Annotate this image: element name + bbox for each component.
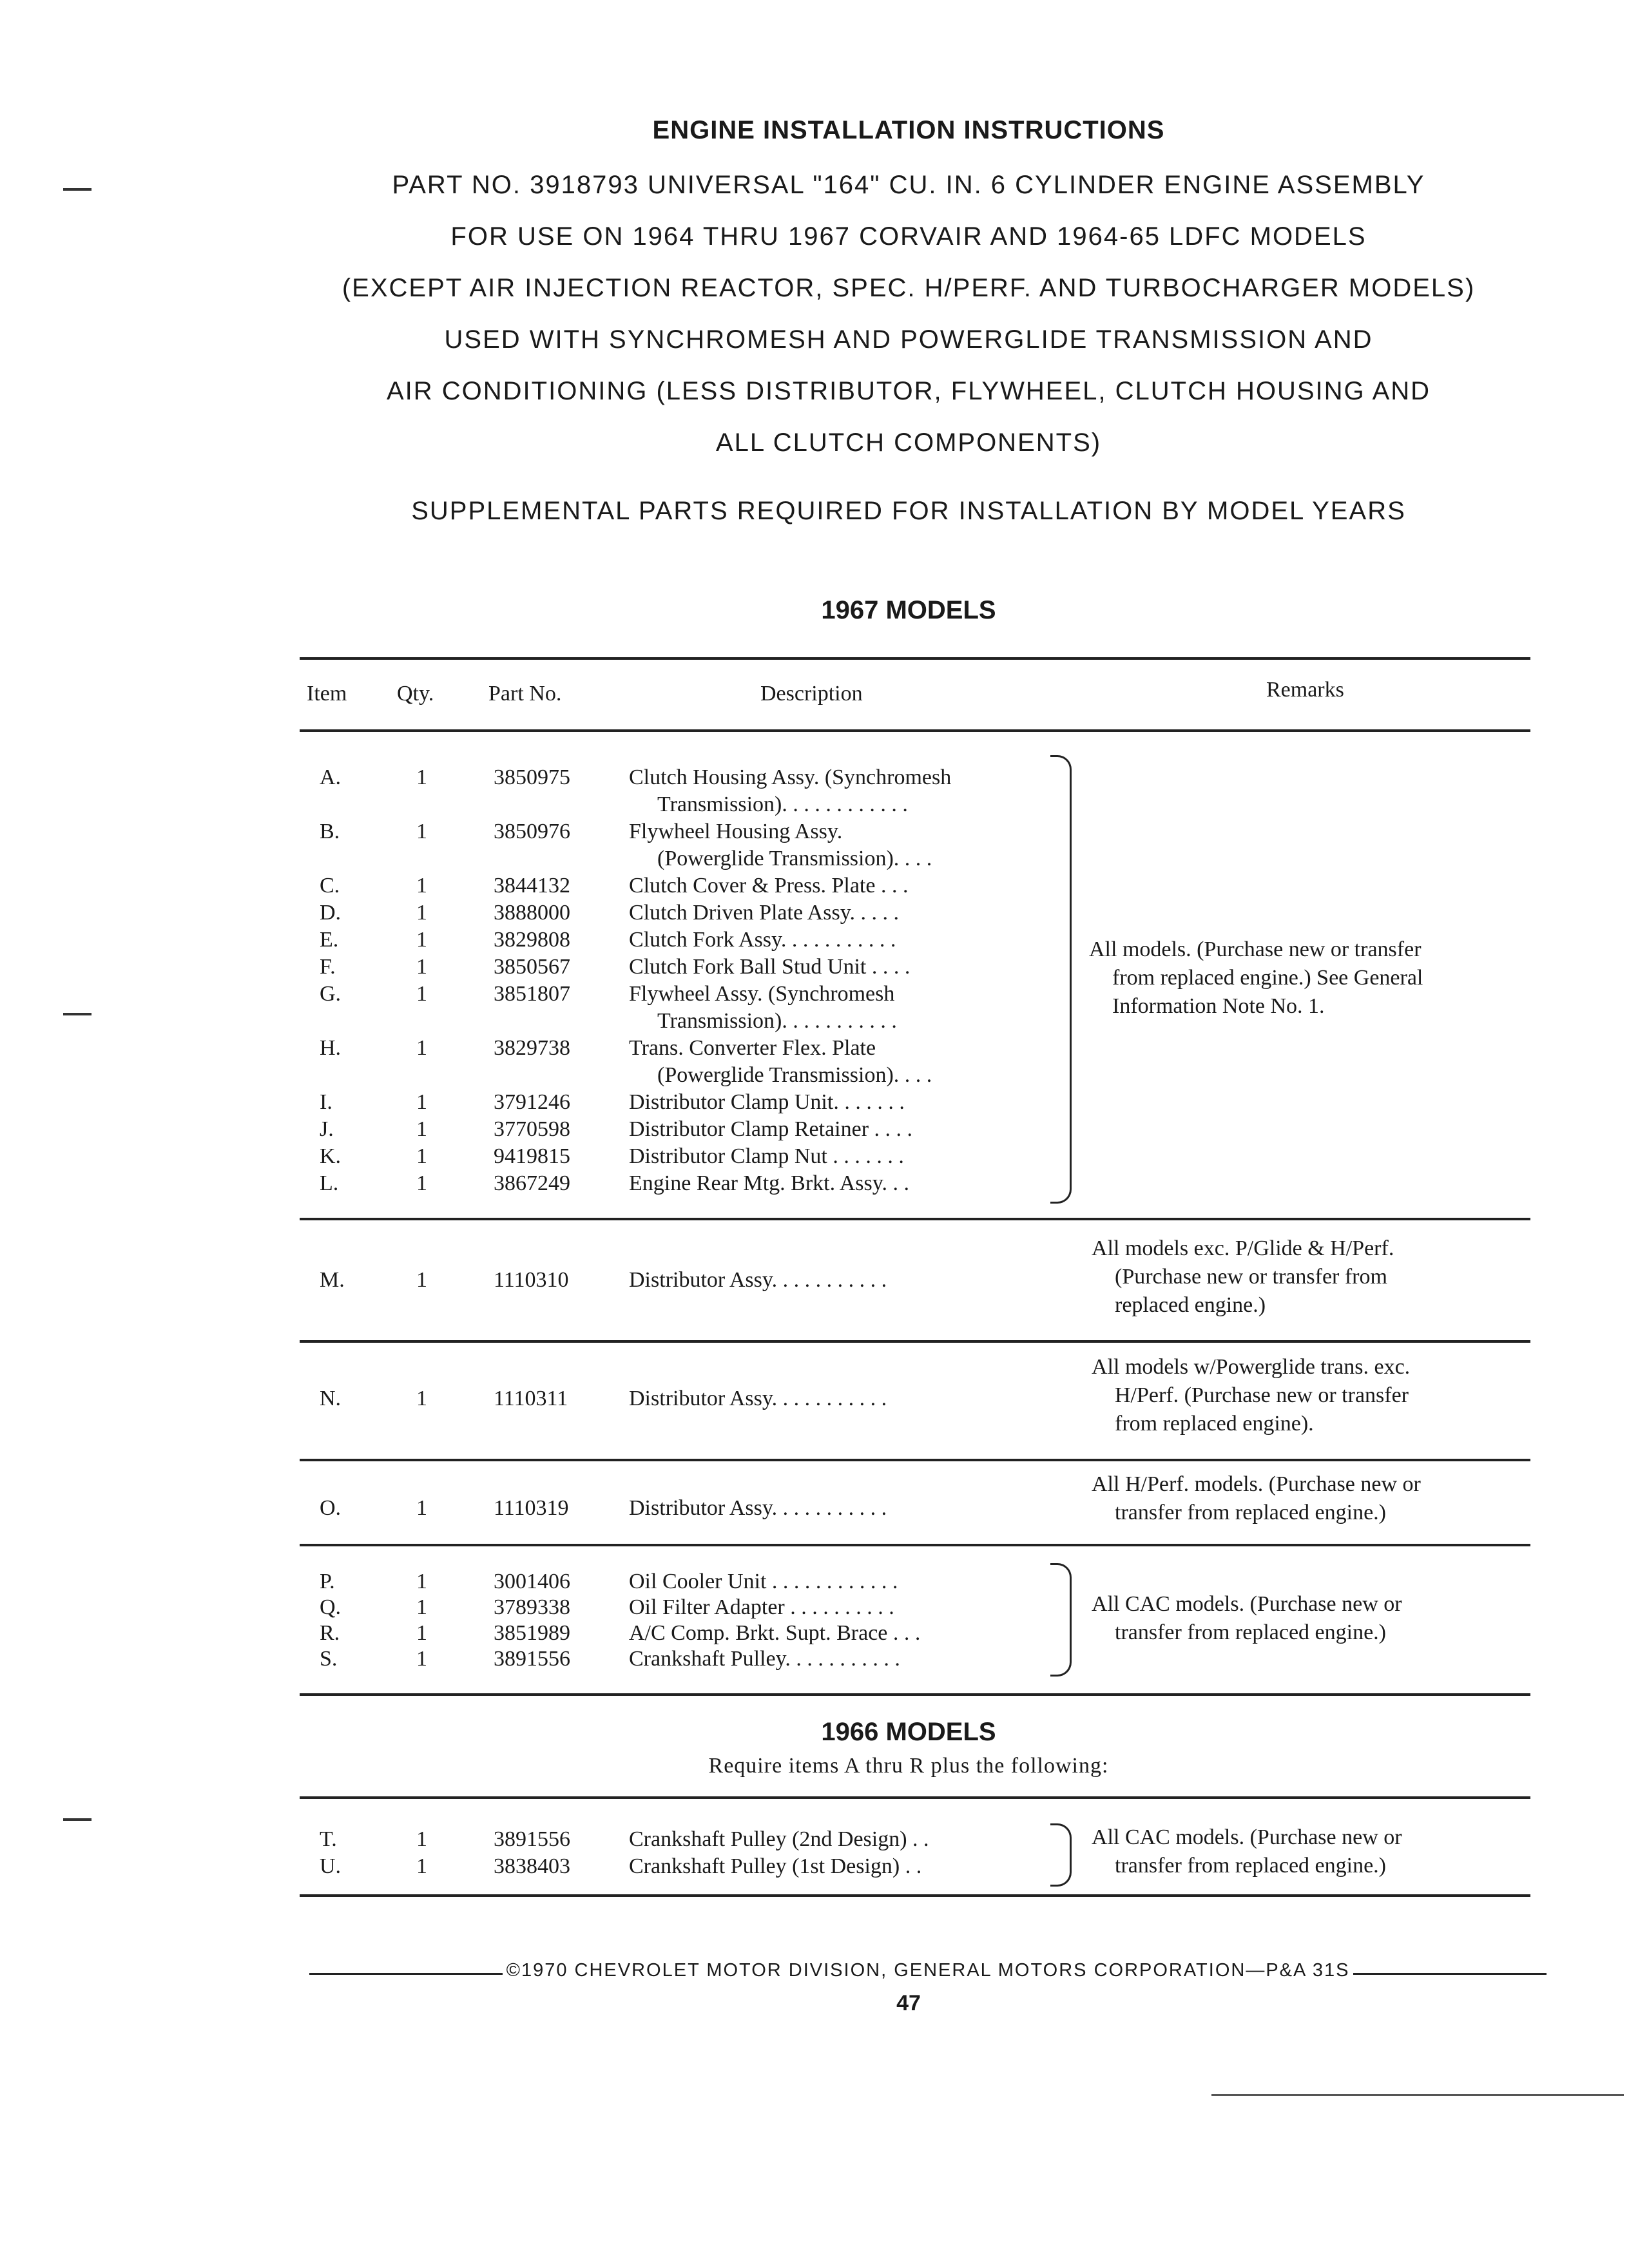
part-number: 3829808 bbox=[494, 928, 570, 952]
description: Oil Cooler Unit . . . . . . . . . . . . bbox=[629, 1570, 898, 1593]
remark-line: All models w/Powerglide trans. exc. bbox=[1092, 1355, 1411, 1379]
header-line: ALL CLUTCH COMPONENTS) bbox=[715, 428, 1102, 457]
part-number: 3891556 bbox=[494, 1647, 570, 1671]
item-letter: M. bbox=[320, 1268, 345, 1292]
quantity: 1 bbox=[416, 955, 427, 979]
quantity: 1 bbox=[416, 1171, 427, 1195]
quantity: 1 bbox=[416, 874, 427, 898]
item-letter: B. bbox=[320, 820, 340, 843]
part-number: 3867249 bbox=[494, 1171, 570, 1195]
item-letter: F. bbox=[320, 955, 336, 979]
description-continued: (Powerglide Transmission). . . . bbox=[657, 1063, 932, 1087]
description: Clutch Housing Assy. (Synchromesh bbox=[629, 765, 952, 789]
description: Clutch Fork Assy. . . . . . . . . . . bbox=[629, 928, 896, 952]
part-number: 1110311 bbox=[494, 1387, 568, 1410]
part-number: 3850976 bbox=[494, 820, 570, 843]
item-letter: Q. bbox=[320, 1595, 342, 1619]
quantity: 1 bbox=[416, 765, 427, 789]
quantity: 1 bbox=[416, 1268, 427, 1292]
part-number: 9419815 bbox=[494, 1144, 570, 1168]
section-divider bbox=[300, 1693, 1530, 1696]
part-number: 3844132 bbox=[494, 874, 570, 898]
description-continued: (Powerglide Transmission). . . . bbox=[657, 847, 932, 870]
item-letter: N. bbox=[320, 1387, 342, 1410]
quantity: 1 bbox=[416, 1496, 427, 1520]
section-divider bbox=[300, 1459, 1530, 1461]
group-brace bbox=[1050, 1823, 1072, 1887]
quantity: 1 bbox=[416, 928, 427, 952]
remark-line: All models exc. P/Glide & H/Perf. bbox=[1092, 1236, 1394, 1260]
item-letter: S. bbox=[320, 1647, 338, 1671]
description: Trans. Converter Flex. Plate bbox=[629, 1036, 876, 1060]
remark-line: All models. (Purchase new or transfer bbox=[1089, 937, 1422, 961]
scan-line bbox=[1211, 2094, 1624, 2096]
quantity: 1 bbox=[416, 1854, 427, 1878]
supplemental-heading: SUPPLEMENTAL PARTS REQUIRED FOR INSTALLATION BY MODEL YEARS bbox=[411, 497, 1406, 525]
description-continued: Transmission). . . . . . . . . . . . bbox=[657, 793, 908, 816]
part-number: 3850567 bbox=[494, 955, 570, 979]
part-number: 3770598 bbox=[494, 1117, 570, 1141]
part-number: 3851989 bbox=[494, 1621, 570, 1645]
part-number: 3891556 bbox=[494, 1827, 570, 1851]
remark-line: replaced engine.) bbox=[1115, 1293, 1266, 1317]
quantity: 1 bbox=[416, 1036, 427, 1060]
section-divider bbox=[300, 1544, 1530, 1546]
remark-line: from replaced engine). bbox=[1115, 1412, 1314, 1436]
item-letter: E. bbox=[320, 928, 339, 952]
item-letter: T. bbox=[320, 1827, 337, 1851]
description-continued: Transmission). . . . . . . . . . . bbox=[657, 1009, 897, 1033]
description: Crankshaft Pulley (2nd Design) . . bbox=[629, 1827, 929, 1851]
column-header-remarks: Remarks bbox=[1266, 678, 1344, 702]
remark-line: from replaced engine.) See General bbox=[1112, 966, 1423, 990]
section-note-1966: Require items A thru R plus the following: bbox=[708, 1754, 1109, 1778]
quantity: 1 bbox=[416, 1647, 427, 1671]
description: Flywheel Assy. (Synchromesh bbox=[629, 982, 895, 1006]
remarks-m bbox=[1092, 1235, 1394, 1320]
description: Clutch Cover & Press. Plate . . . bbox=[629, 874, 909, 898]
quantity: 1 bbox=[416, 982, 427, 1006]
part-number: 3789338 bbox=[494, 1595, 570, 1619]
part-number: 3888000 bbox=[494, 901, 570, 925]
quantity: 1 bbox=[416, 901, 427, 925]
item-letter: R. bbox=[320, 1621, 340, 1645]
description: Clutch Driven Plate Assy. . . . . bbox=[629, 901, 899, 925]
remarks-t-u bbox=[1092, 1823, 1402, 1880]
part-number: 3838403 bbox=[494, 1854, 570, 1878]
document-title: ENGINE INSTALLATION INSTRUCTIONS bbox=[652, 116, 1165, 144]
description: Crankshaft Pulley (1st Design) . . bbox=[629, 1854, 922, 1878]
description: Clutch Fork Ball Stud Unit . . . . bbox=[629, 955, 911, 979]
header-bottom-rule bbox=[300, 729, 1530, 732]
group-brace bbox=[1050, 1563, 1072, 1677]
header-line: FOR USE ON 1964 THRU 1967 CORVAIR AND 1964-65 LDFC MODELS bbox=[450, 222, 1367, 251]
header-line: AIR CONDITIONING (LESS DISTRIBUTOR, FLYWHEEL, CLUTCH HOUSING AND bbox=[386, 377, 1431, 405]
description: Engine Rear Mtg. Brkt. Assy. . . bbox=[629, 1171, 910, 1195]
description: Distributor Assy. . . . . . . . . . . bbox=[629, 1268, 887, 1292]
item-letter: D. bbox=[320, 901, 342, 925]
section-title-1967: 1967 MODELS bbox=[821, 596, 996, 624]
margin-mark bbox=[63, 188, 92, 191]
section-title-1966: 1966 MODELS bbox=[821, 1718, 996, 1746]
remarks-o bbox=[1092, 1470, 1421, 1527]
item-letter: H. bbox=[320, 1036, 342, 1060]
description: Distributor Assy. . . . . . . . . . . bbox=[629, 1387, 887, 1410]
description: Distributor Assy. . . . . . . . . . . bbox=[629, 1496, 887, 1520]
part-number: 3850975 bbox=[494, 765, 570, 789]
remark-line: transfer from replaced engine.) bbox=[1115, 1620, 1386, 1644]
description: Distributor Clamp Retainer . . . . bbox=[629, 1117, 913, 1141]
header-line: USED WITH SYNCHROMESH AND POWERGLIDE TRANSMISSION AND bbox=[444, 325, 1373, 354]
item-letter: I. bbox=[320, 1090, 333, 1114]
quantity: 1 bbox=[416, 1621, 427, 1645]
footer-rule bbox=[1353, 1973, 1547, 1975]
part-number: 1110319 bbox=[494, 1496, 569, 1520]
quantity: 1 bbox=[416, 1570, 427, 1593]
remark-line: All CAC models. (Purchase new or bbox=[1092, 1825, 1402, 1849]
remark-line: transfer from replaced engine.) bbox=[1115, 1854, 1386, 1878]
table-bottom-rule bbox=[300, 1894, 1530, 1897]
part-number: 3791246 bbox=[494, 1090, 570, 1114]
remark-line: All H/Perf. models. (Purchase new or bbox=[1092, 1472, 1421, 1496]
item-letter: U. bbox=[320, 1854, 342, 1878]
footer-rule bbox=[309, 1973, 503, 1975]
column-header-description: Description bbox=[760, 682, 863, 706]
remarks-p-s bbox=[1092, 1590, 1402, 1647]
quantity: 1 bbox=[416, 1387, 427, 1410]
part-number: 3001406 bbox=[494, 1570, 570, 1593]
remark-line: Information Note No. 1. bbox=[1112, 994, 1325, 1018]
remark-line: H/Perf. (Purchase new or transfer bbox=[1115, 1383, 1409, 1407]
column-header-item: Item bbox=[307, 682, 347, 706]
page-number: 47 bbox=[896, 1991, 921, 2015]
quantity: 1 bbox=[416, 820, 427, 843]
description: Distributor Clamp Unit. . . . . . . bbox=[629, 1090, 905, 1114]
quantity: 1 bbox=[416, 1595, 427, 1619]
quantity: 1 bbox=[416, 1827, 427, 1851]
remarks-n bbox=[1092, 1353, 1410, 1438]
table-top-rule bbox=[300, 657, 1530, 660]
quantity: 1 bbox=[416, 1117, 427, 1141]
quantity: 1 bbox=[416, 1144, 427, 1168]
remark-line: All CAC models. (Purchase new or bbox=[1092, 1592, 1402, 1616]
description: Flywheel Housing Assy. bbox=[629, 820, 843, 843]
description: Oil Filter Adapter . . . . . . . . . . bbox=[629, 1595, 894, 1619]
copyright: ©1970 CHEVROLET MOTOR DIVISION, GENERAL MOTORS CORPORATION—P&A 31S bbox=[506, 1960, 1350, 1981]
item-letter: P. bbox=[320, 1570, 335, 1593]
part-number: 3829738 bbox=[494, 1036, 570, 1060]
description: A/C Comp. Brkt. Supt. Brace . . . bbox=[629, 1621, 921, 1645]
item-letter: O. bbox=[320, 1496, 342, 1520]
item-letter: G. bbox=[320, 982, 342, 1006]
part-number: 3851807 bbox=[494, 982, 570, 1006]
item-letter: J. bbox=[320, 1117, 334, 1141]
column-header-qty: Qty. bbox=[397, 682, 434, 706]
description: Distributor Clamp Nut . . . . . . . bbox=[629, 1144, 904, 1168]
part-number: 1110310 bbox=[494, 1268, 569, 1292]
item-letter: A. bbox=[320, 765, 342, 789]
group-brace bbox=[1050, 755, 1072, 1204]
header-line: (EXCEPT AIR INJECTION REACTOR, SPEC. H/PERF. AND TURBOCHARGER MODELS) bbox=[342, 274, 1476, 302]
instructions-header bbox=[296, 116, 1521, 537]
remark-line: (Purchase new or transfer from bbox=[1115, 1265, 1387, 1289]
column-header-part-no: Part No. bbox=[488, 682, 562, 706]
header-line: PART NO. 3918793 UNIVERSAL "164" CU. IN. 6 CYLINDER ENGINE ASSEMBLY bbox=[392, 171, 1425, 199]
footer bbox=[309, 1960, 1547, 1981]
remark-line: transfer from replaced engine.) bbox=[1115, 1501, 1386, 1524]
item-letter: L. bbox=[320, 1171, 339, 1195]
margin-mark bbox=[63, 1818, 92, 1821]
item-letter: C. bbox=[320, 874, 340, 898]
section-divider bbox=[300, 1796, 1530, 1799]
description: Crankshaft Pulley. . . . . . . . . . . bbox=[629, 1647, 900, 1671]
quantity: 1 bbox=[416, 1090, 427, 1114]
section-divider bbox=[300, 1340, 1530, 1343]
item-letter: K. bbox=[320, 1144, 342, 1168]
remarks-a-l bbox=[1089, 936, 1423, 1021]
section-divider bbox=[300, 1218, 1530, 1220]
margin-mark bbox=[63, 1013, 92, 1015]
